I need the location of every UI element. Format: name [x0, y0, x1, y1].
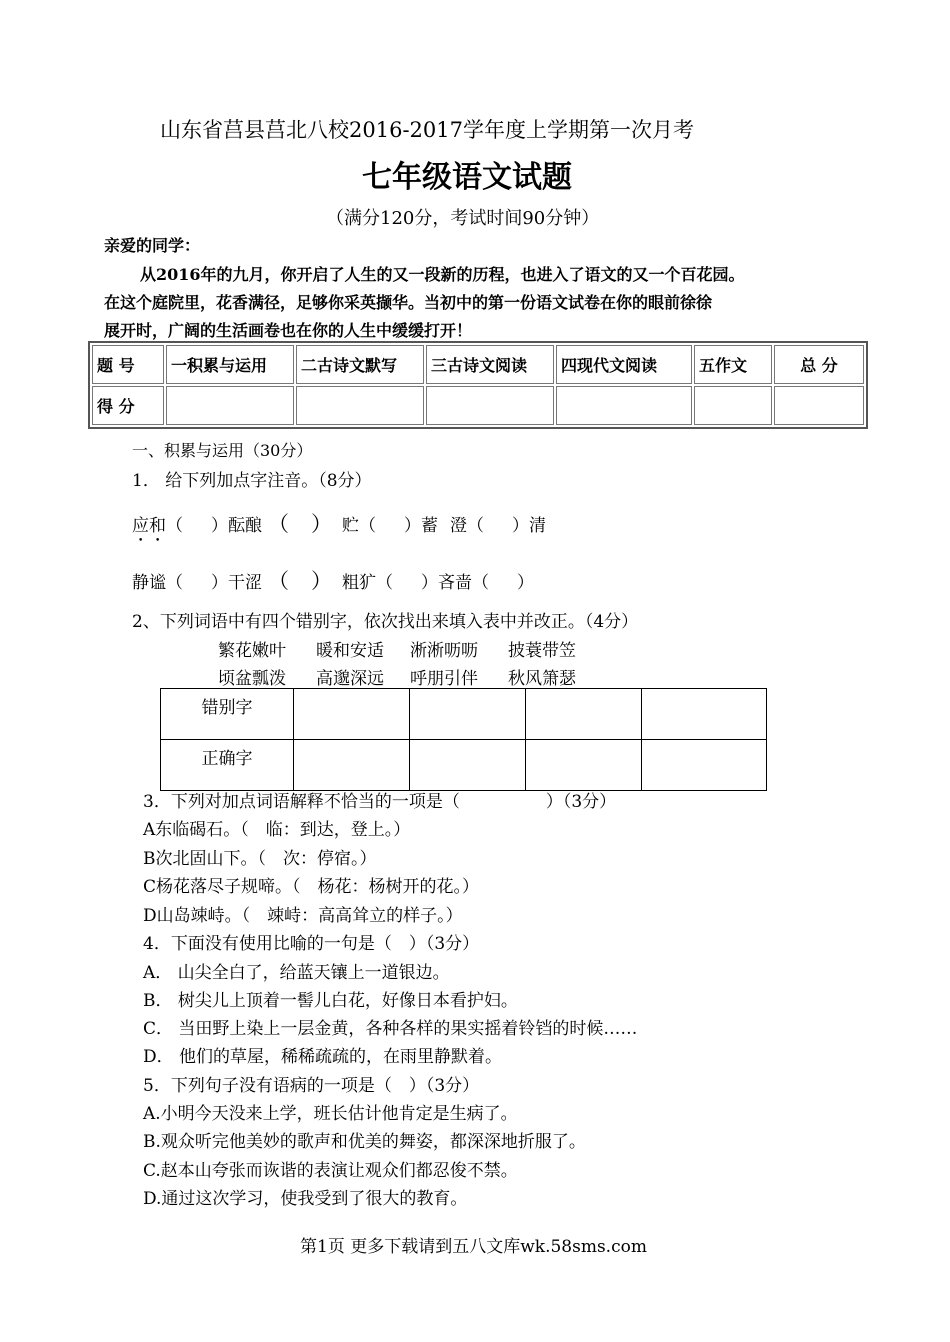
q2-stem: 2、下列词语中有四个错别字，依次找出来填入表中并改正。（4分） [132, 612, 639, 632]
score-label-cell: 得 分 [92, 386, 164, 425]
q2-answer-cell[interactable] [294, 740, 410, 791]
score-input-cell[interactable] [556, 386, 692, 425]
q2-answer-cell[interactable] [642, 689, 767, 740]
q2-row-label: 正确字 [161, 740, 294, 791]
q2-words-row-2 [218, 664, 576, 689]
q2-word: 秋风箫瑟 [508, 669, 576, 689]
q3-stem [143, 787, 616, 812]
q1-item: ）清 [512, 516, 546, 536]
q1-row-2 [132, 565, 534, 595]
q4-option: A． 山尖全白了，给蓝天镶上一道银边。 [143, 963, 450, 983]
intro-line-1: 从2016年的九月，你开启了人生的又一段新的历程，也进入了语文的又一个百花园。 [140, 265, 745, 284]
q3-option: D山岛竦峙。（ 竦峙：高高耸立的样子。） [143, 906, 463, 926]
q2-answer-cell[interactable] [410, 689, 526, 740]
score-header-cell: 五作文 [694, 345, 772, 384]
q2-word: 淅淅呖呖 [410, 641, 478, 661]
section-heading: 一、积累与运用（30分） [132, 441, 313, 460]
q5-option: D.通过这次学习，使我受到了很大的教育。 [143, 1189, 468, 1209]
q1-item: 静谧（ [132, 573, 183, 593]
q4-option: D． 他们的草屋，稀稀疏疏的，在雨里静默着。 [143, 1047, 503, 1067]
q3-option: A东临碣石。（ 临：到达，登上。） [143, 820, 411, 840]
q1-item: 应和（ [132, 516, 183, 536]
q2-word: 顷盆瓢泼 [218, 669, 286, 689]
q2-answer-table [160, 688, 767, 791]
score-header-cell: 一积累与运用 [166, 345, 294, 384]
q1-item: ）干涩 [211, 573, 262, 593]
q1-item: ） [311, 569, 332, 593]
intro-greeting: 亲爱的同学： [104, 236, 201, 255]
q4-option: C． 当田野上染上一层金黄，各种各样的果实摇着铃铛的时候…… [143, 1019, 638, 1039]
score-input-cell[interactable] [774, 386, 864, 425]
q2-word: 呼朋引伴 [410, 669, 478, 689]
q1-item: ）吝啬（ [421, 573, 489, 593]
q4-stem: 4．下面没有使用比喻的一句是（ ）（3分） [143, 934, 480, 954]
q1-item: ） [311, 512, 332, 536]
q5-stem: 5．下列句子没有语病的一项是（ ）（3分） [143, 1076, 480, 1096]
page-subtitle: （满分120分，考试时间90分钟） [326, 208, 600, 229]
score-header-cell: 四现代文阅读 [556, 345, 692, 384]
q3-stem-end: ）（3分） [545, 792, 617, 812]
q1-stem: 1． 给下列加点字注音。（8分） [132, 471, 372, 491]
score-header-cell: 二古诗文默写 [296, 345, 424, 384]
q2-word: 披蓑带笠 [508, 641, 576, 661]
q1-item: ） [517, 573, 534, 593]
q2-answer-cell[interactable] [526, 740, 642, 791]
score-input-cell[interactable] [166, 386, 294, 425]
q2-answer-cell[interactable] [526, 689, 642, 740]
q3-option: B次北固山下。（ 次：停宿。） [143, 849, 377, 869]
score-header-cell: 题 号 [92, 345, 164, 384]
school-line: 山东省莒县莒北八校2016-2017学年度上学期第一次月考 [160, 118, 694, 142]
q2-word: 高邈深远 [316, 669, 384, 689]
score-input-cell[interactable] [296, 386, 424, 425]
q1-item: 粗犷（ [342, 573, 393, 593]
q4-option: B． 树尖儿上顶着一髻儿白花，好像日本看护妇。 [143, 991, 518, 1011]
q3-stem-text: 3．下列对加点词语解释不恰当的一项是（ [143, 792, 460, 812]
intro-line-3: 展开时，广阔的生活画卷也在你的人生中缓缓打开！ [104, 321, 473, 340]
page-title: 七年级语文试题 [362, 160, 572, 195]
q1-row-1 [132, 508, 546, 546]
score-input-cell[interactable] [694, 386, 772, 425]
score-header-cell: 总 分 [774, 345, 864, 384]
q1-item: ）酝酿 [211, 516, 262, 536]
q2-row-label: 错别字 [161, 689, 294, 740]
score-input-cell[interactable] [426, 386, 554, 425]
q2-word: 暖和安适 [316, 641, 384, 661]
q2-words-row-1 [218, 636, 576, 661]
score-header-cell: 三古诗文阅读 [426, 345, 554, 384]
q2-answer-cell[interactable] [294, 689, 410, 740]
q1-item: （ [268, 569, 289, 593]
score-table [88, 341, 868, 429]
q3-option: C杨花落尽子规啼。（ 杨花：杨树开的花。） [143, 877, 480, 897]
q1-item: 贮（ [342, 516, 376, 536]
q2-word: 繁花嫩叶 [218, 641, 286, 661]
q5-option: B.观众听完他美妙的歌声和优美的舞姿，都深深地折服了。 [143, 1132, 586, 1152]
q1-item: （ [268, 512, 289, 536]
q2-answer-cell[interactable] [642, 740, 767, 791]
page-footer: 第1页 更多下载请到五八文库wk.58sms.com [300, 1237, 647, 1257]
q1-item: ）蓄 [404, 516, 438, 536]
q5-option: A.小明今天没来上学，班长估计他肯定是生病了。 [143, 1104, 518, 1124]
intro-line-2: 在这个庭院里，花香满径，足够你采英撷华。当初中的第一份语文试卷在你的眼前徐徐 [104, 293, 713, 312]
q2-answer-cell[interactable] [410, 740, 526, 791]
q1-item: 澄（ [450, 516, 484, 536]
q5-option: C.赵本山夸张而诙谐的表演让观众们都忍俊不禁。 [143, 1161, 518, 1181]
